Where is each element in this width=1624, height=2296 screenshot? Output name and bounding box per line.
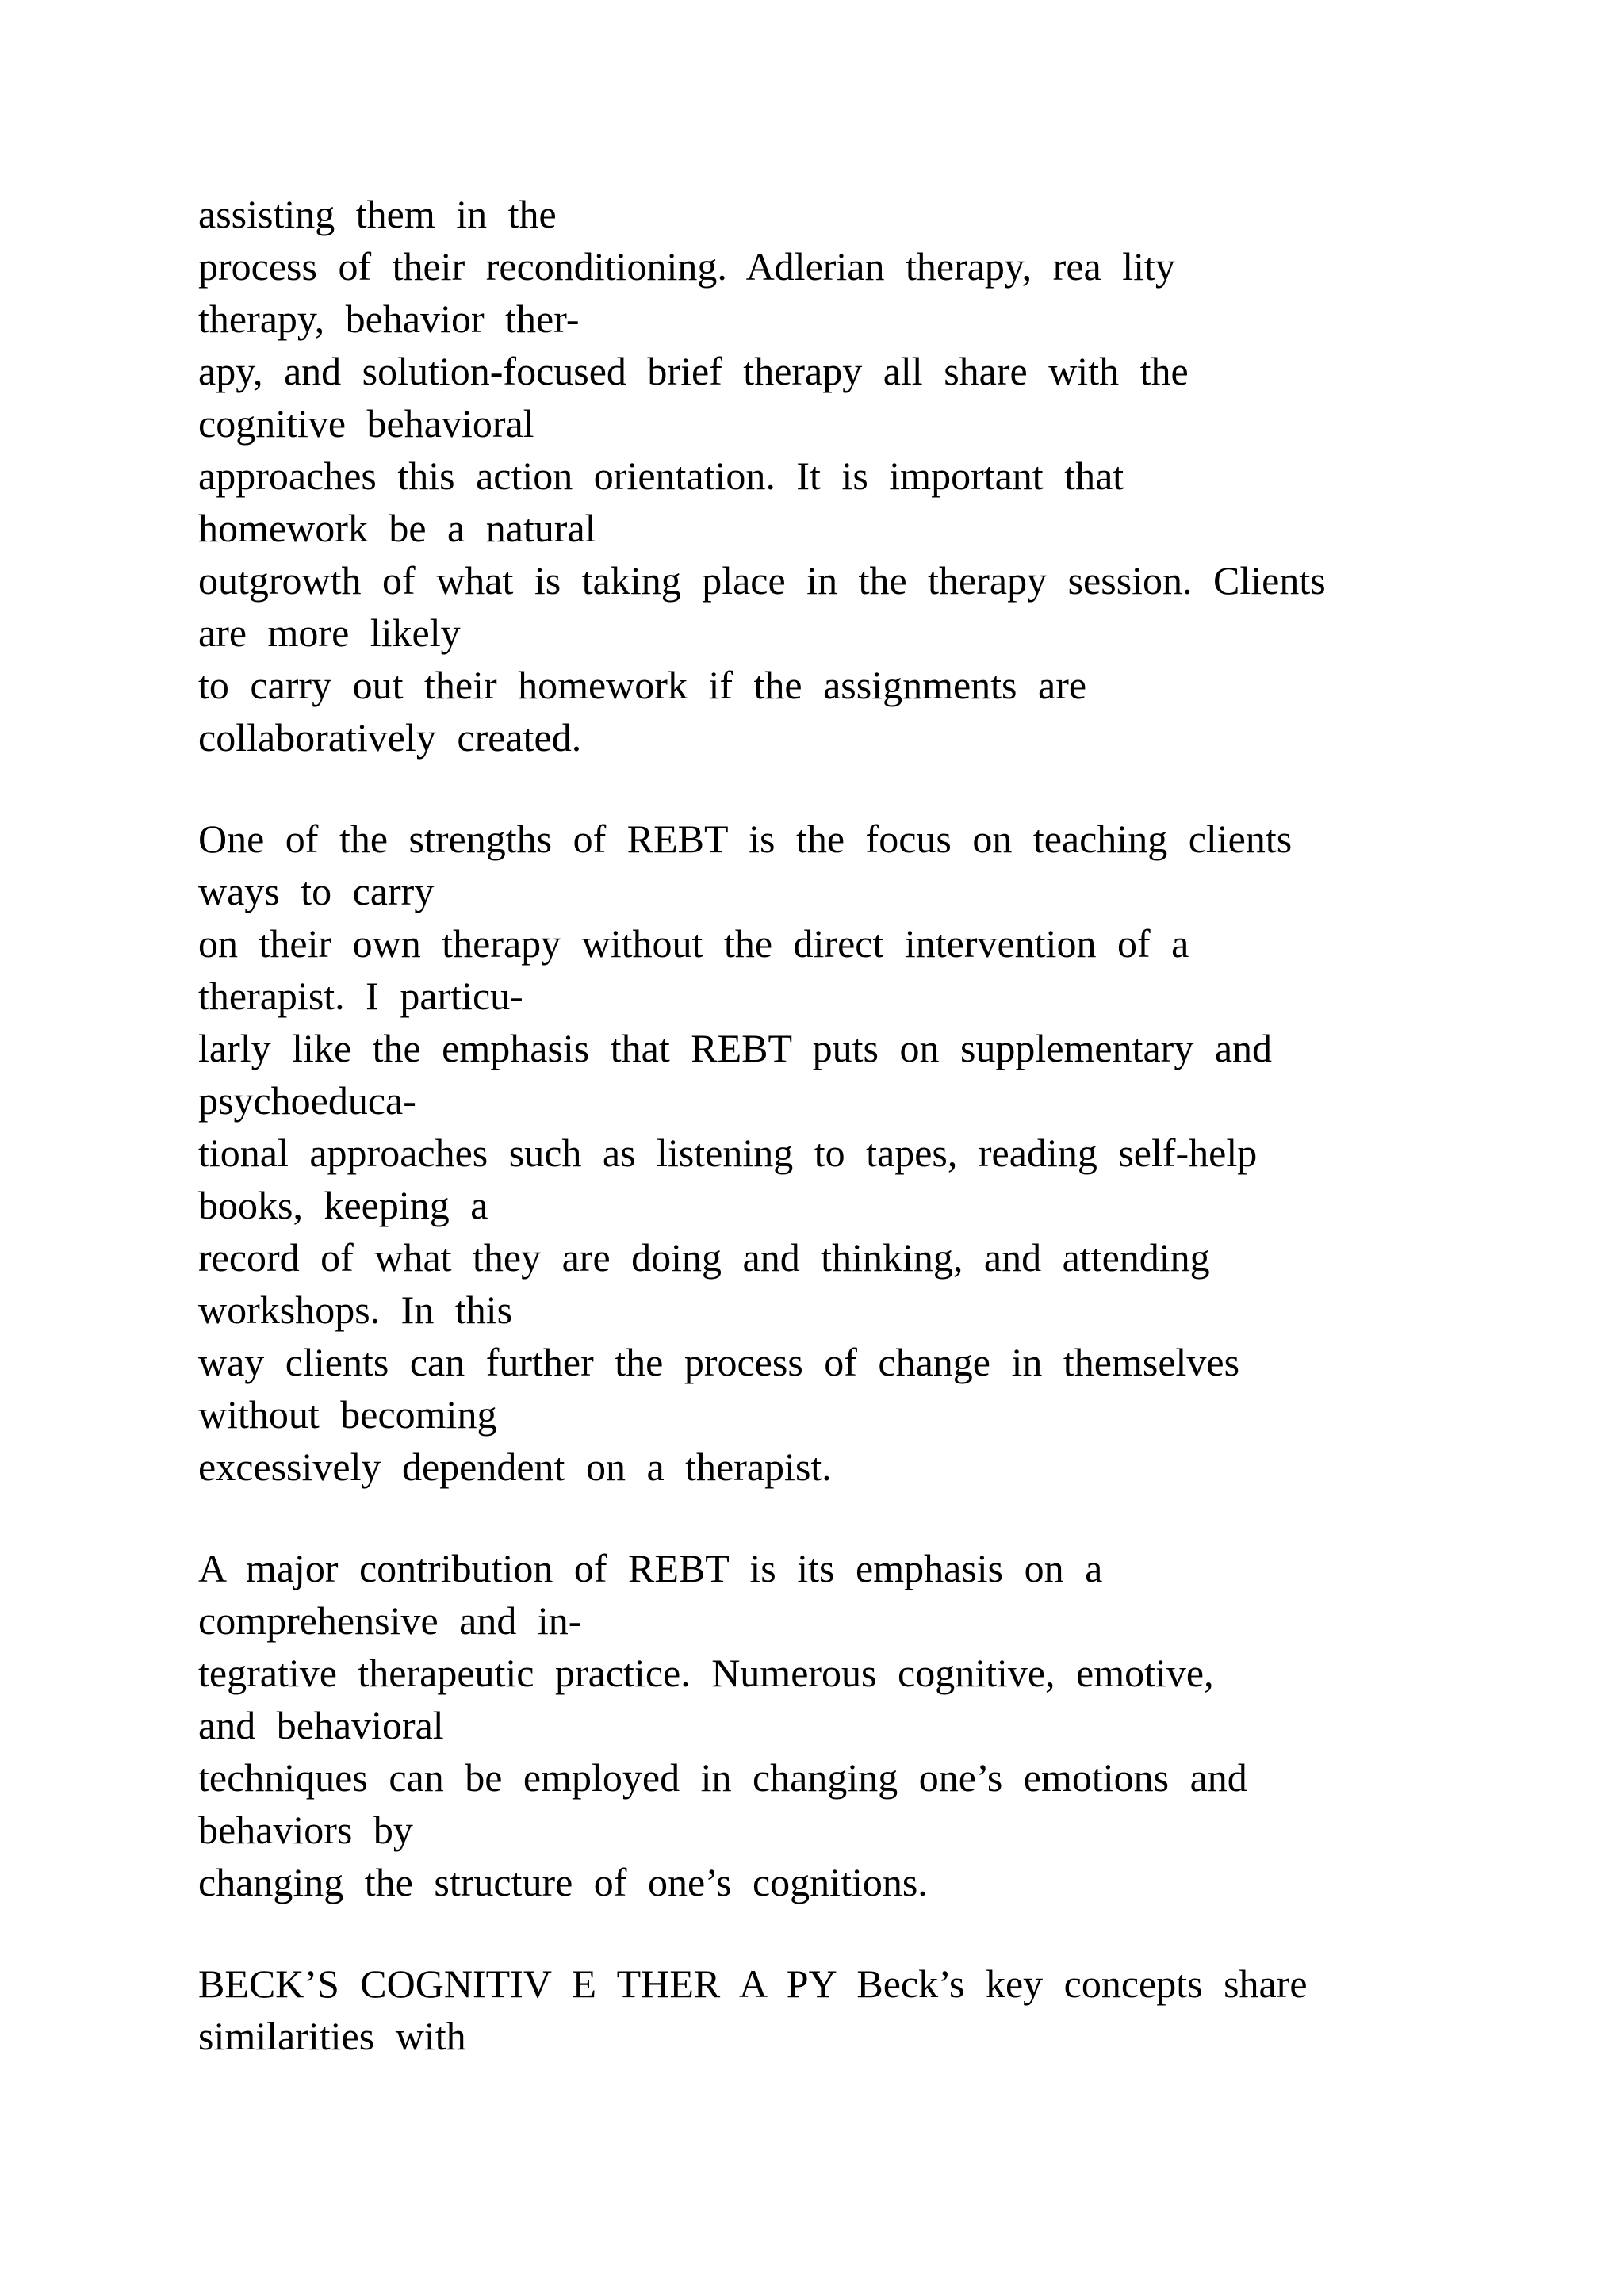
text-line: way clients can further the process of change in themselves <box>198 1340 1240 1384</box>
text-line: collaboratively created. <box>198 715 582 760</box>
text-line: comprehensive and in- <box>198 1598 582 1643</box>
text-line: without becoming <box>198 1392 497 1437</box>
paragraph <box>198 813 1483 1493</box>
text-line: behaviors by <box>198 1808 413 1852</box>
text-line: excessively dependent on a therapist. <box>198 1445 832 1489</box>
text-line: therapy, behavior ther- <box>198 297 580 341</box>
text-line: tegrative therapeutic practice. Numerous cognitive, emotive, <box>198 1651 1214 1695</box>
text-line: psychoeduca- <box>198 1078 416 1123</box>
text-line: A major contribution of REBT is its emphasis on a <box>198 1546 1103 1590</box>
text-line: assisting them in the <box>198 192 557 236</box>
paragraph <box>198 1542 1483 1908</box>
text-line: to carry out their homework if the assignments are <box>198 663 1087 707</box>
text-line: BECK’S COGNITIV E THER A PY Beck’s key concepts share <box>198 1961 1308 2006</box>
text-line: are more likely <box>198 610 461 655</box>
text-line: therapist. I particu- <box>198 974 523 1018</box>
text-line: process of their reconditioning. Adlerian therapy, rea lity <box>198 244 1175 289</box>
text-line: apy, and solution-focused brief therapy all share with the <box>198 349 1189 393</box>
text-line: changing the structure of one’s cognitions. <box>198 1860 928 1904</box>
text-line: One of the strengths of REBT is the focus on teaching clients <box>198 817 1293 861</box>
text-line: larly like the emphasis that REBT puts on supplementary and <box>198 1026 1273 1070</box>
text-block <box>198 188 1483 2111</box>
text-line: techniques can be employed in changing one’s emotions and <box>198 1755 1247 1800</box>
text-line: record of what they are doing and thinking, and attending <box>198 1235 1210 1280</box>
text-line: ways to carry <box>198 869 435 913</box>
text-line: homework be a natural <box>198 506 596 550</box>
paragraph <box>198 188 1483 763</box>
text-line: outgrowth of what is taking place in the therapy session. Clients <box>198 558 1326 603</box>
text-line: similarities with <box>198 2014 466 2058</box>
text-line: and behavioral <box>198 1703 444 1747</box>
text-line: cognitive behavioral <box>198 401 534 446</box>
text-line: workshops. In this <box>198 1288 513 1332</box>
paragraph <box>198 1957 1483 2062</box>
text-line: tional approaches such as listening to tapes, reading self-help <box>198 1131 1258 1175</box>
text-line: books, keeping a <box>198 1183 488 1227</box>
text-line: on their own therapy without the direct intervention of a <box>198 921 1189 966</box>
text-line: approaches this action orientation. It is important that <box>198 453 1124 498</box>
